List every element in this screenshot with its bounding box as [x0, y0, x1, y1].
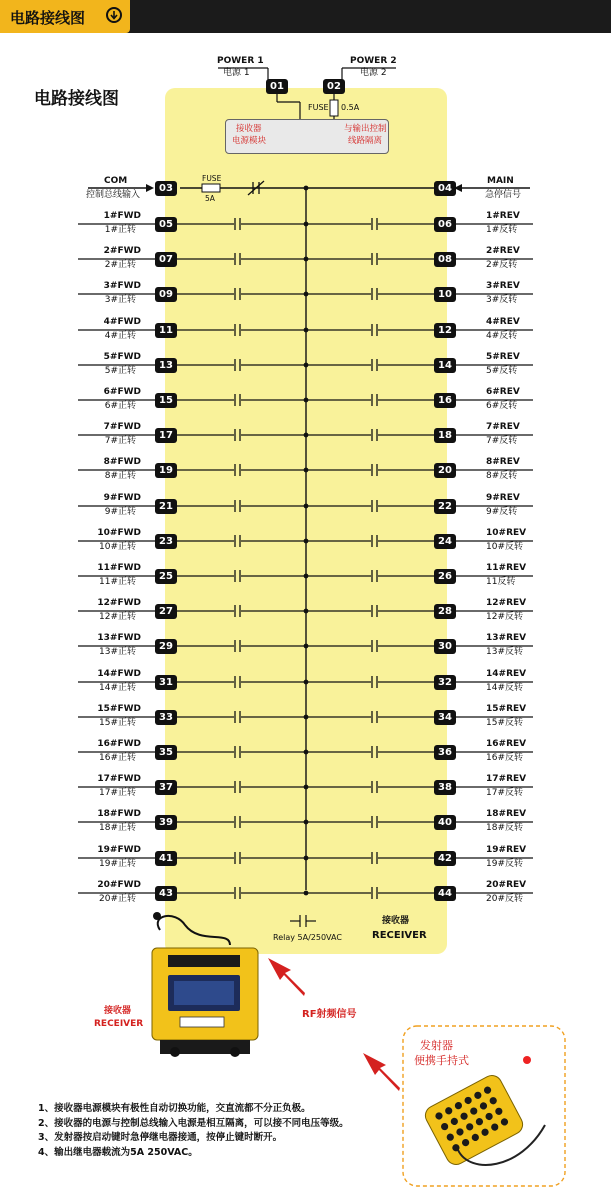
rev-label-cn: 4#反转	[486, 331, 518, 341]
fwd-label-en: 17#FWD	[97, 774, 141, 784]
rev-label-cn: 3#反转	[486, 295, 518, 305]
power-fuse-label: FUSE	[308, 103, 329, 112]
rev-label-en: 5#REV	[486, 352, 520, 362]
com-label-cn: 控制总线输入	[86, 190, 141, 200]
receiver-label-cn: 接收器	[382, 916, 410, 926]
terminal-07: 07	[155, 252, 177, 267]
rev-label-en: 13#REV	[486, 633, 527, 643]
terminal-32: 32	[434, 675, 456, 690]
terminal-02: 02	[323, 79, 345, 94]
note-item: 2、接收器的电源与控制总线输入电源是相互隔离，可以接不同电压等级。	[38, 1117, 349, 1129]
isolation-right-line1: 与输出控制	[344, 124, 387, 134]
fwd-label-en: 4#FWD	[103, 317, 141, 327]
com-fuse-value: 5A	[205, 194, 215, 203]
terminal-12: 12	[434, 323, 456, 338]
note-item: 1、接收器电源模块有极性自动切换功能，交直流都不分正负极。	[38, 1103, 311, 1114]
power2-label-cn: 电源 2	[360, 68, 387, 78]
terminal-38: 38	[434, 780, 456, 795]
rev-label-en: 4#REV	[486, 317, 520, 327]
isolation-left-line1: 接收器	[236, 124, 262, 134]
rev-label-cn: 20#反转	[486, 894, 523, 904]
rev-label-cn: 6#反转	[486, 401, 518, 411]
isolation-left-line2: 电源模块	[232, 136, 267, 146]
fwd-label-cn: 4#正转	[104, 331, 136, 341]
rev-label-en: 10#REV	[486, 528, 527, 538]
fwd-label-cn: 13#正转	[99, 647, 136, 657]
fwd-label-cn: 20#正转	[99, 894, 136, 904]
power-fuse-value: 0.5A	[341, 103, 360, 112]
fwd-label-en: 19#FWD	[97, 845, 141, 855]
rev-label-en: 19#REV	[486, 845, 527, 855]
fwd-label-cn: 2#正转	[104, 260, 136, 270]
main-label-en: MAIN	[487, 176, 514, 186]
fwd-label-cn: 1#正转	[104, 225, 136, 235]
rev-label-cn: 16#反转	[486, 753, 523, 763]
rev-label-cn: 8#反转	[486, 471, 518, 481]
terminal-06: 06	[434, 217, 456, 232]
rev-label-cn: 12#反转	[486, 612, 523, 622]
terminal-44: 44	[434, 886, 456, 901]
fwd-label-en: 14#FWD	[97, 669, 141, 679]
terminal-43: 43	[155, 886, 177, 901]
rev-label-cn: 5#反转	[486, 366, 518, 376]
terminal-35: 35	[155, 745, 177, 760]
fwd-label-en: 8#FWD	[103, 457, 141, 467]
terminal-11: 11	[155, 323, 177, 338]
fwd-label-en: 3#FWD	[103, 281, 141, 291]
rev-label-en: 16#REV	[486, 739, 527, 749]
fwd-label-en: 13#FWD	[97, 633, 141, 643]
fwd-label-cn: 12#正转	[99, 612, 136, 622]
fwd-label-en: 16#FWD	[97, 739, 141, 749]
fwd-label-cn: 16#正转	[99, 753, 136, 763]
fwd-label-cn: 11#正转	[99, 577, 136, 587]
terminal-05: 05	[155, 217, 177, 232]
fwd-label-cn: 7#正转	[104, 436, 136, 446]
rev-label-en: 17#REV	[486, 774, 527, 784]
receiver-device-image	[152, 948, 258, 1057]
note-item: 4、输出继电器载流为5A 250VAC。	[38, 1146, 198, 1158]
rev-label-cn: 14#反转	[486, 683, 523, 693]
terminal-24: 24	[434, 534, 456, 549]
fwd-label-cn: 19#正转	[99, 859, 136, 869]
terminal-10: 10	[434, 287, 456, 302]
relay-rating-label: Relay 5A/250VAC	[273, 933, 342, 942]
rev-label-en: 12#REV	[486, 598, 527, 608]
receiver-label-en: RECEIVER	[372, 930, 427, 941]
rev-label-en: 9#REV	[486, 493, 520, 503]
fwd-label-cn: 8#正转	[104, 471, 136, 481]
fuse-5a-symbol	[202, 184, 220, 192]
rf-arrow-lower-icon	[363, 1053, 400, 1091]
power2-label-en: POWER 2	[350, 56, 397, 66]
terminal-22: 22	[434, 499, 456, 514]
terminal-27: 27	[155, 604, 177, 619]
fwd-label-cn: 9#正转	[104, 507, 136, 517]
fuse-05a-symbol	[330, 100, 338, 116]
terminal-33: 33	[155, 710, 177, 725]
terminal-36: 36	[434, 745, 456, 760]
fwd-label-en: 15#FWD	[97, 704, 141, 714]
fwd-label-cn: 3#正转	[104, 295, 136, 305]
terminal-30: 30	[434, 639, 456, 654]
terminal-42: 42	[434, 851, 456, 866]
terminal-34: 34	[434, 710, 456, 725]
rev-label-cn: 13#反转	[486, 647, 523, 657]
fwd-label-en: 12#FWD	[97, 598, 141, 608]
terminal-15: 15	[155, 393, 177, 408]
terminal-39: 39	[155, 815, 177, 830]
terminal-01: 01	[266, 79, 288, 94]
fwd-label-en: 10#FWD	[97, 528, 141, 538]
fwd-label-cn: 5#正转	[104, 366, 136, 376]
power1-label-en: POWER 1	[217, 56, 264, 66]
rf-signal-label: RF射频信号	[302, 1009, 357, 1020]
rev-label-cn: 9#反转	[486, 507, 518, 517]
rev-label-cn: 10#反转	[486, 542, 523, 552]
rev-label-cn: 11反转	[486, 577, 516, 587]
terminal-25: 25	[155, 569, 177, 584]
rev-label-cn: 7#反转	[486, 436, 518, 446]
fwd-label-en: 20#FWD	[97, 880, 141, 890]
terminal-28: 28	[434, 604, 456, 619]
rev-label-en: 3#REV	[486, 281, 520, 291]
terminal-14: 14	[434, 358, 456, 373]
fwd-label-en: 2#FWD	[103, 246, 141, 256]
fwd-label-en: 5#FWD	[103, 352, 141, 362]
terminal-20: 20	[434, 463, 456, 478]
fwd-label-en: 6#FWD	[103, 387, 141, 397]
terminal-19: 19	[155, 463, 177, 478]
rev-label-en: 11#REV	[486, 563, 527, 573]
fwd-label-en: 11#FWD	[97, 563, 141, 573]
terminal-16: 16	[434, 393, 456, 408]
terminal-04: 04	[434, 181, 456, 196]
terminal-08: 08	[434, 252, 456, 267]
fwd-label-en: 18#FWD	[97, 809, 141, 819]
fwd-label-cn: 15#正转	[99, 718, 136, 728]
rev-label-en: 6#REV	[486, 387, 520, 397]
rev-label-en: 8#REV	[486, 457, 520, 467]
fwd-label-cn: 17#正转	[99, 788, 136, 798]
transmitter-line2: 便携手持式	[414, 1054, 469, 1067]
fwd-label-en: 9#FWD	[103, 493, 141, 503]
rf-arrow-upper-icon	[268, 958, 305, 996]
device-receiver-en: RECEIVER	[94, 1019, 144, 1029]
rev-label-en: 20#REV	[486, 880, 527, 890]
rev-label-en: 14#REV	[486, 669, 527, 679]
page-title: 电路接线图	[34, 89, 119, 109]
rev-label-en: 15#REV	[486, 704, 527, 714]
terminal-13: 13	[155, 358, 177, 373]
fwd-label-cn: 6#正转	[104, 401, 136, 411]
main-label-cn: 急停信号	[485, 190, 522, 200]
rev-label-en: 2#REV	[486, 246, 520, 256]
transmitter-line1: 发射器	[420, 1039, 453, 1052]
isolation-right-line2: 线路隔离	[348, 136, 383, 146]
fwd-label-cn: 18#正转	[99, 823, 136, 833]
com-label-en: COM	[104, 176, 128, 186]
terminal-18: 18	[434, 428, 456, 443]
rev-label-cn: 1#反转	[486, 225, 518, 235]
banner-title: 电路接线图	[10, 9, 86, 27]
rev-label-en: 1#REV	[486, 211, 520, 221]
terminal-26: 26	[434, 569, 456, 584]
power1-label-cn: 电源 1	[223, 68, 250, 78]
notes-list	[38, 1102, 349, 1160]
terminal-29: 29	[155, 639, 177, 654]
rev-label-cn: 18#反转	[486, 823, 523, 833]
terminal-17: 17	[155, 428, 177, 443]
fwd-label-cn: 14#正转	[99, 683, 136, 693]
fwd-label-en: 7#FWD	[103, 422, 141, 432]
terminal-37: 37	[155, 780, 177, 795]
rev-label-en: 18#REV	[486, 809, 527, 819]
terminal-41: 41	[155, 851, 177, 866]
rev-label-cn: 2#反转	[486, 260, 518, 270]
terminal-03: 03	[155, 181, 177, 196]
com-fuse-label: FUSE	[202, 174, 222, 183]
relay-contact-legend-icon	[290, 915, 316, 927]
rev-label-cn: 19#反转	[486, 859, 523, 869]
terminal-31: 31	[155, 675, 177, 690]
fwd-label-cn: 10#正转	[99, 542, 136, 552]
antenna-icon	[153, 912, 230, 945]
device-receiver-cn: 接收器	[104, 1006, 132, 1016]
note-item: 3、发射器按启动键时急停继电器接通，按停止键时断开。	[38, 1132, 283, 1143]
rev-label-cn: 15#反转	[486, 718, 523, 728]
rev-label-en: 7#REV	[486, 422, 520, 432]
fwd-label-en: 1#FWD	[103, 211, 141, 221]
terminal-21: 21	[155, 499, 177, 514]
terminal-40: 40	[434, 815, 456, 830]
rev-label-cn: 17#反转	[486, 788, 523, 798]
terminal-09: 09	[155, 287, 177, 302]
terminal-23: 23	[155, 534, 177, 549]
